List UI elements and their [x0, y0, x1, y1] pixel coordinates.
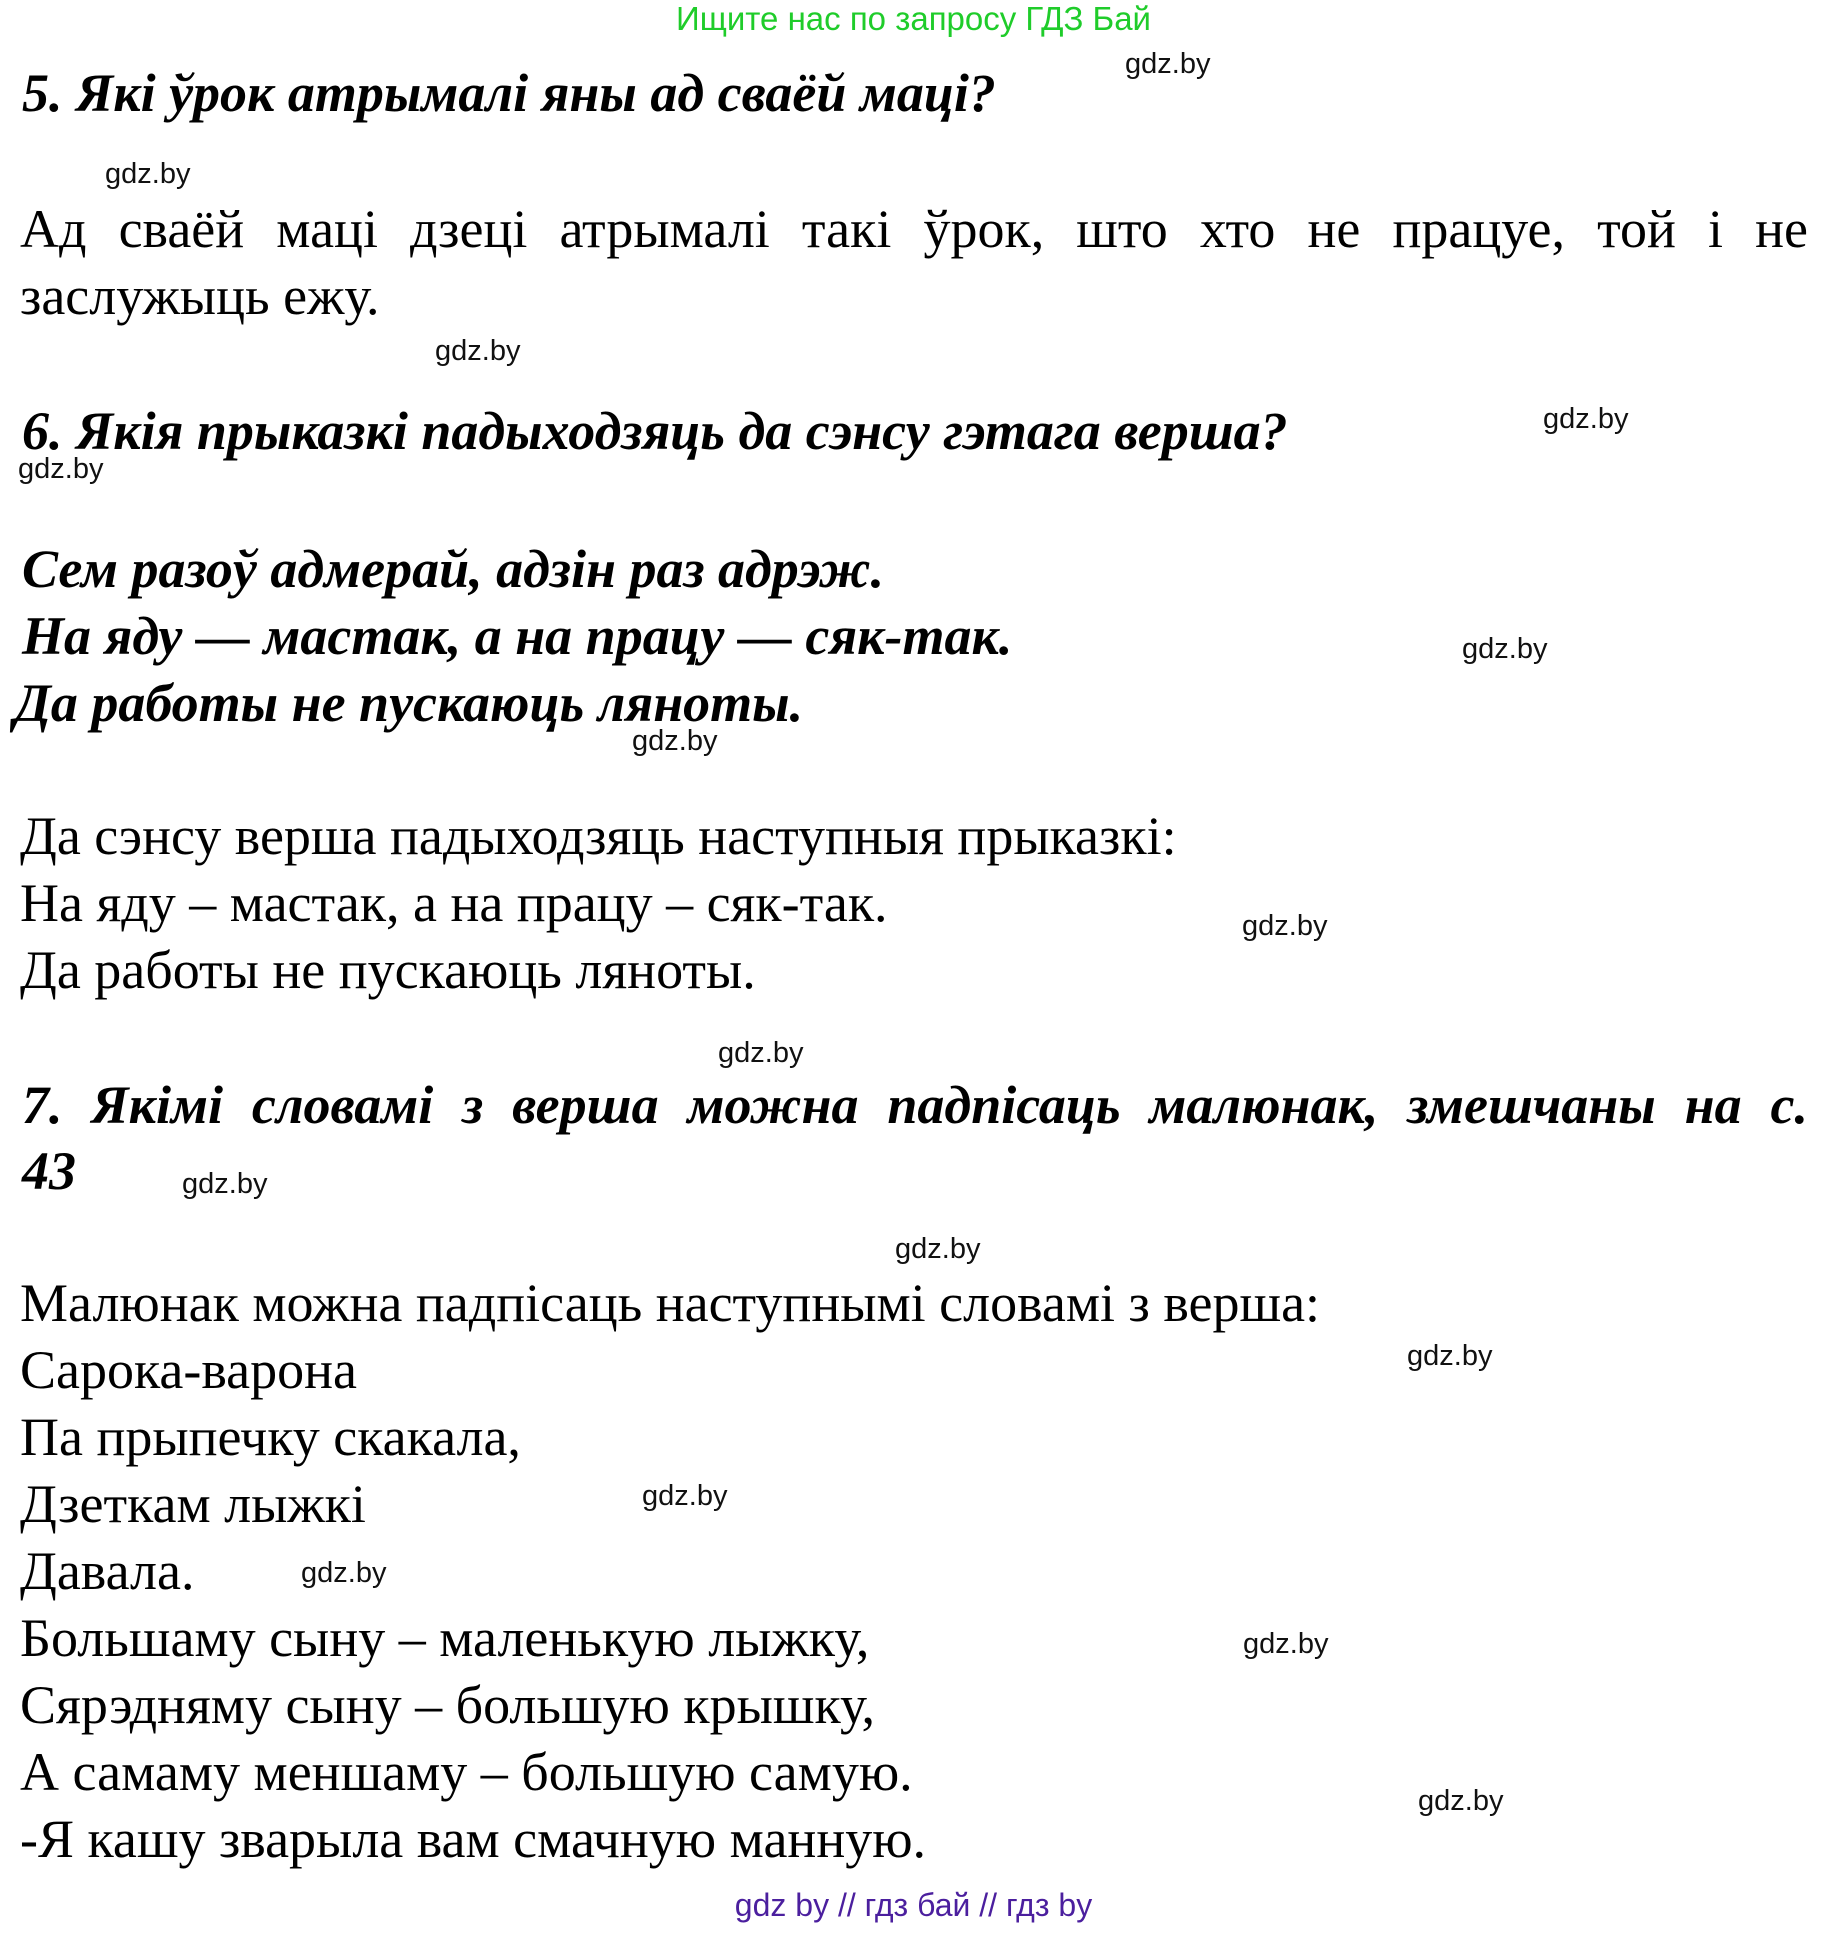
question-6: 6. Якія прыказкі падыходзяць да сэнсу гэтага верша?	[22, 401, 1288, 461]
watermark: gdz.by	[301, 1557, 387, 1589]
watermark: gdz.by	[895, 1233, 981, 1265]
answer-7-line-8: А самаму меншаму – большую самую.	[20, 1742, 913, 1802]
proverb-line-3: Да работы не пускаюць ляноты.	[14, 673, 804, 733]
question-7-line-1: 7. Якімі словамі з верша можна падпісаць малюнак, змешчаны на с.	[22, 1075, 1808, 1135]
proverb-line-1: Сем разоў адмерай, адзін раз адрэж.	[22, 539, 885, 599]
watermark: gdz.by	[105, 158, 191, 190]
watermark: gdz.by	[1242, 910, 1328, 942]
footer-links: gdz by // гдз бай // гдз by	[734, 1887, 1093, 1923]
watermark: gdz.by	[1125, 48, 1211, 80]
search-banner: Ищите нас по запросу ГДЗ Бай	[676, 0, 1151, 37]
watermark: gdz.by	[1418, 1785, 1504, 1817]
watermark: gdz.by	[182, 1168, 268, 1200]
question-7-line-2: 43	[22, 1141, 76, 1201]
question-5: 5. Які ўрок атрымалі яны ад сваёй маці?	[22, 63, 996, 123]
watermark: gdz.by	[718, 1037, 804, 1069]
watermark: gdz.by	[18, 453, 104, 485]
answer-6-line-2: На яду – мастак, а на працу – сяк-так.	[20, 873, 888, 933]
answer-7-line-4: Дзеткам лыжкі	[20, 1474, 366, 1534]
watermark: gdz.by	[1462, 633, 1548, 665]
answer-6-line-3: Да работы не пускаюць ляноты.	[20, 940, 756, 1000]
proverb-line-2: На яду — мастак, а на працу — сяк-так.	[22, 606, 1013, 666]
watermark: gdz.by	[642, 1480, 728, 1512]
answer-5-line-1: Ад сваёй маці дзеці атрымалі такі ўрок, што хто не працуе, той і не	[20, 199, 1808, 259]
watermark: gdz.by	[435, 335, 521, 367]
watermark: gdz.by	[1243, 1628, 1329, 1660]
answer-7-line-5: Давала.	[20, 1541, 195, 1601]
answer-7-line-2: Сарока-варона	[20, 1340, 357, 1400]
answer-7-line-9: -Я кашу зварыла вам смачную манную.	[20, 1809, 927, 1869]
answer-6-line-1: Да сэнсу верша падыходзяць наступныя прыказкі:	[20, 806, 1177, 866]
answer-7-line-3: Па прыпечку скакала,	[20, 1407, 521, 1467]
watermark: gdz.by	[1543, 403, 1629, 435]
answer-7-line-1: Малюнак можна падпісаць наступнымі словамі з верша:	[20, 1273, 1321, 1333]
answer-7-line-7: Сярэдняму сыну – большую крышку,	[20, 1675, 876, 1735]
watermark: gdz.by	[632, 725, 718, 757]
watermark: gdz.by	[1407, 1340, 1493, 1372]
answer-5-line-2: заслужыць ежу.	[20, 266, 380, 326]
answer-7-line-6: Большаму сыну – маленькую лыжку,	[20, 1608, 870, 1668]
